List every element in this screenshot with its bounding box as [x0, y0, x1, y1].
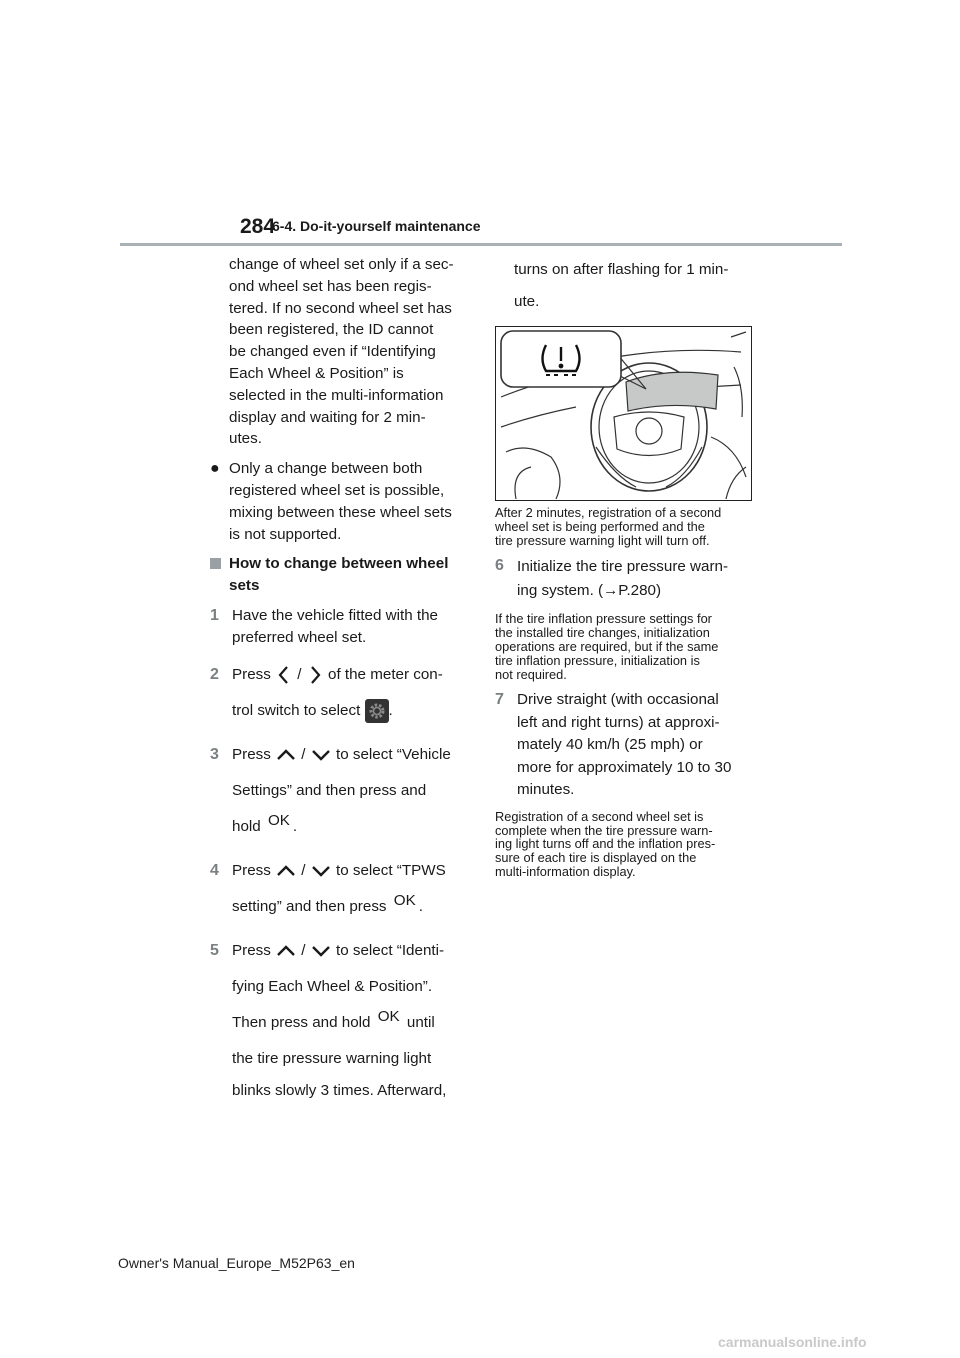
- text-line: is not supported.: [229, 525, 342, 543]
- text-span: to select “Vehicle: [336, 745, 451, 763]
- text-span: Then press and hold: [232, 1013, 371, 1031]
- text-line: ute.: [514, 293, 540, 310]
- text-line: Have the vehicle fitted with the: [232, 606, 438, 624]
- continued-text: [495, 254, 755, 318]
- text-line: tire inflation pressure, initialization is: [495, 652, 700, 668]
- text-span: /: [297, 665, 302, 683]
- text-line: more for approximately 10 to 30: [517, 758, 732, 776]
- text-line: If the tire inflation pressure settings for: [495, 611, 712, 627]
- text-line: Registration of a second wheel set is: [495, 808, 704, 824]
- chevron-down-icon: [310, 863, 332, 879]
- text-line: fying Each Wheel & Position”.: [232, 977, 433, 995]
- text-span: setting” and then press: [232, 897, 387, 915]
- step-number: 4: [210, 861, 219, 879]
- text-line: Each Wheel & Position” is: [229, 364, 404, 382]
- text-line: How to change between wheel: [229, 555, 449, 573]
- step-5: [210, 933, 470, 1105]
- step-number: 7: [495, 691, 504, 709]
- text-line: mixing between these wheel sets: [229, 503, 452, 521]
- figure-caption: [495, 506, 755, 547]
- text-span: .: [418, 897, 423, 915]
- text-span: .: [292, 817, 298, 835]
- heading-square-icon: [210, 553, 229, 597]
- ok-button-icon: OK: [393, 891, 416, 909]
- text-line: wheel set is being performed and the: [495, 518, 705, 534]
- text-span: /: [301, 861, 306, 879]
- text-line: the installed tire changes, initialization: [495, 625, 710, 641]
- text-line: tire pressure warning light will turn off.: [495, 532, 710, 548]
- text-line: been registered, the ID cannot: [229, 321, 434, 339]
- step-1: [210, 605, 470, 649]
- text-line: multi-information display.: [495, 864, 636, 880]
- text-line: mately 40 km/h (25 mph) or: [517, 736, 703, 754]
- text-line: sets: [229, 577, 260, 595]
- text-line: ond wheel set has been regis-: [229, 277, 432, 295]
- watermark: carmanualsonline.info: [718, 1334, 867, 1350]
- text-span: to select “Identi-: [336, 941, 445, 959]
- text-line: blinks slowly 3 times. Afterward,: [232, 1081, 447, 1099]
- text-span: trol switch to select: [232, 701, 361, 719]
- chevron-right-icon: [306, 664, 324, 686]
- step-3: [210, 737, 470, 845]
- dashboard-illustration: [495, 326, 752, 501]
- text-line: utes.: [229, 430, 262, 448]
- step-6-note: [495, 612, 755, 681]
- bullet-item: [210, 458, 470, 545]
- ok-button-icon: OK: [377, 1007, 400, 1025]
- text-line: complete when the tire pressure warn-: [495, 822, 713, 838]
- step-7: [495, 689, 755, 802]
- right-column: [495, 254, 755, 879]
- step-number: 3: [210, 745, 219, 763]
- step-number: 1: [210, 606, 219, 624]
- text-line: Initialize the tire pressure warn-: [517, 558, 729, 576]
- text-line: sure of each tire is displayed on the: [495, 850, 697, 866]
- footer-manual-id: Owner's Manual_Europe_M52P63_en: [118, 1255, 355, 1271]
- header-rule: [120, 243, 842, 246]
- text-line: be changed even if “Identifying: [229, 343, 436, 361]
- chevron-down-icon: [310, 747, 332, 763]
- page-reference-link[interactable]: ing system. (→P.280): [517, 582, 662, 600]
- chevron-down-icon: [310, 943, 332, 959]
- text-line: operations are required, but if the same: [495, 638, 719, 654]
- text-span: hold: [232, 817, 261, 835]
- bullet-dot-icon: ●: [210, 460, 220, 478]
- text-span: /: [301, 745, 306, 763]
- page-number: 284: [240, 215, 276, 238]
- text-span: until: [406, 1013, 435, 1031]
- chevron-left-icon: [275, 664, 293, 686]
- text-line: registered wheel set is possible,: [229, 481, 445, 499]
- text-span: to select “TPWS: [336, 861, 446, 879]
- step-6: [495, 555, 755, 603]
- step-7-note: [495, 810, 755, 879]
- text-span: Press: [232, 745, 271, 763]
- text-span: .: [388, 701, 393, 719]
- text-line: Drive straight (with occasional: [517, 691, 719, 709]
- text-line: turns on after flashing for 1 min-: [514, 261, 729, 278]
- step-number: 2: [210, 665, 219, 683]
- settings-gear-icon: [365, 699, 389, 723]
- step-number: 5: [210, 941, 219, 959]
- text-span: /: [301, 941, 306, 959]
- text-span: Press: [232, 861, 271, 879]
- step-4: [210, 853, 470, 925]
- chevron-up-icon: [275, 863, 297, 879]
- text-line: selected in the multi-information: [229, 386, 444, 404]
- intro-paragraph: [210, 254, 470, 450]
- text-line: tered. If no second wheel set has: [229, 299, 452, 317]
- text-line: minutes.: [517, 781, 575, 799]
- section-title: 6-4. Do-it-yourself maintenance: [272, 218, 481, 234]
- text-line: Settings” and then press and: [232, 781, 427, 799]
- text-line: change of wheel set only if a sec-: [229, 256, 454, 273]
- text-line: left and right turns) at approxi-: [517, 713, 720, 731]
- step-number: 6: [495, 557, 504, 575]
- ok-button-icon: OK: [267, 811, 290, 829]
- chevron-up-icon: [275, 747, 297, 763]
- text-line: display and waiting for 2 min-: [229, 408, 426, 426]
- step-2: [210, 657, 470, 729]
- left-column: [210, 254, 470, 1105]
- chevron-up-icon: [275, 943, 297, 959]
- text-span: of the meter con-: [328, 665, 443, 683]
- text-span: Press: [232, 665, 271, 683]
- text-line: ing light turns off and the inflation pres-: [495, 836, 716, 852]
- text-line: preferred wheel set.: [232, 628, 367, 646]
- steering-wheel-illustration: [496, 327, 751, 500]
- text-span: Press: [232, 941, 271, 959]
- subsection-heading: [210, 553, 470, 597]
- text-line: the tire pressure warning light: [232, 1049, 432, 1067]
- text-line: not required.: [495, 666, 567, 682]
- text-line: Only a change between both: [229, 460, 423, 478]
- text-line: After 2 minutes, registration of a second: [495, 505, 722, 520]
